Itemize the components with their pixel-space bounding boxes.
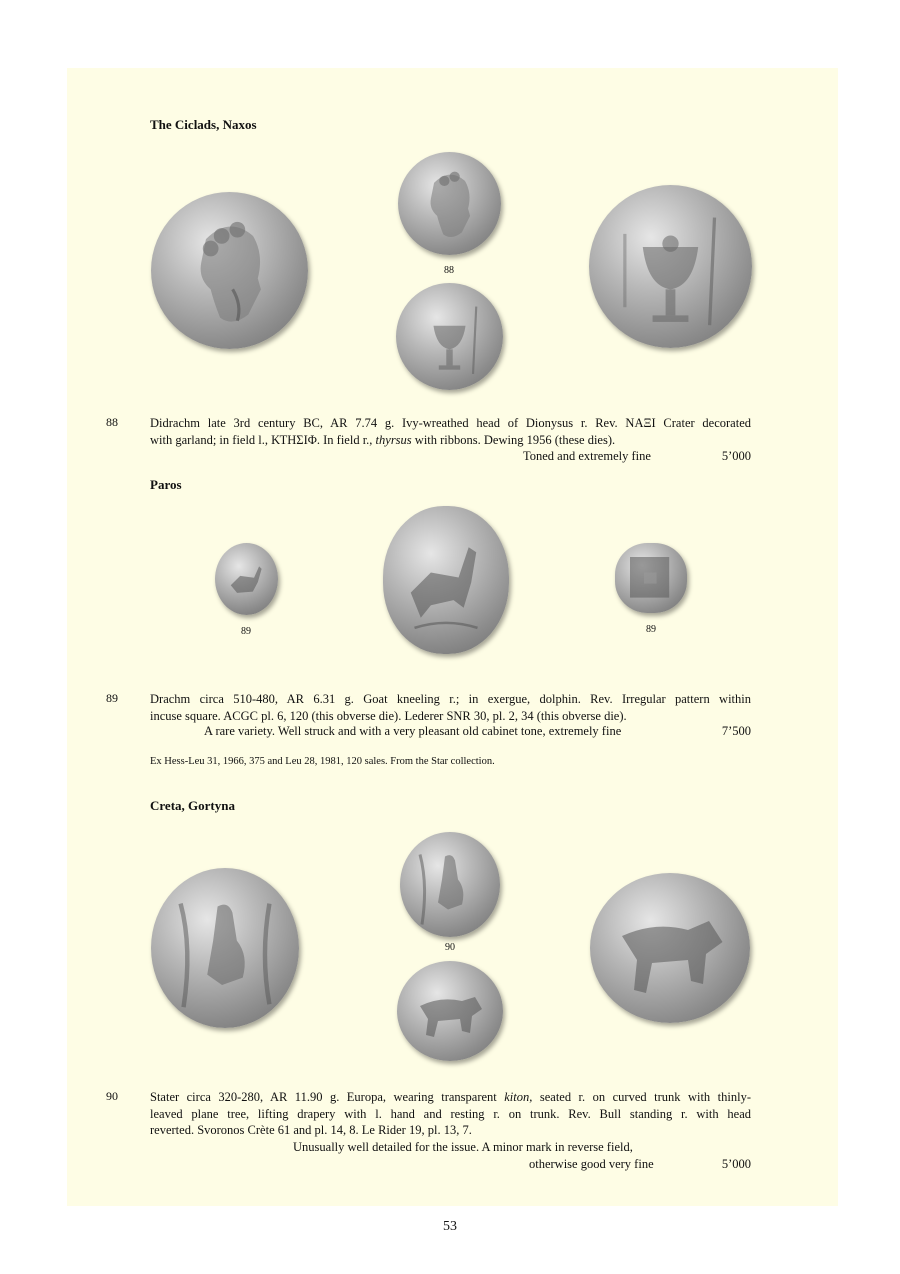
lot-90-grade-line1: Unusually well detailed for the issue. A minor mark in reverse field,: [293, 1140, 633, 1154]
image-label-89-right: 89: [646, 624, 656, 635]
lot-90-desc-line3: reverted. Svoronos Crète 61 and pl. 14, 8. Le Rider 19, pl. 13, 7.: [150, 1123, 472, 1137]
coin-goat-small: [215, 543, 278, 615]
image-label-90: 90: [445, 942, 455, 953]
goat-small-icon: [215, 543, 278, 615]
image-label-88: 88: [444, 265, 454, 276]
goat-icon: [383, 506, 509, 654]
lot-90-description: [150, 1089, 751, 1139]
coin-obverse-dionysus-small: [398, 152, 501, 255]
coin-europa-small: [400, 832, 500, 937]
lot-88-grade: Toned and extremely fine: [523, 449, 651, 463]
lot-88-desc-italic: thyrsus: [375, 432, 412, 447]
dionysus-head-small-icon: [398, 152, 501, 255]
lot-90-desc-text-b: seated r. on curved trunk with thinly-: [532, 1090, 751, 1104]
europa-icon: [151, 868, 299, 1028]
lot-90-desc-text-a: Stater circa 320-280, AR 11.90 g. Europa, wearing transparent: [150, 1090, 505, 1104]
lot-90-desc-italic: kiton,: [504, 1090, 533, 1104]
coin-reverse-crater-small: [396, 283, 503, 390]
lot-88-description: [150, 415, 751, 448]
coin-obverse-dionysus-large: [151, 192, 308, 349]
dionysus-head-icon: [151, 192, 308, 349]
lot-89-price: 7’500: [721, 724, 751, 738]
image-label-89-left: 89: [241, 626, 251, 637]
lot-88-desc-line2: [150, 432, 751, 449]
lot-88-desc-text-a: with garland; in field l., ΚΤΗΣΙΦ. In field r.,: [150, 432, 376, 447]
lot-90-desc-line1: [150, 1089, 751, 1106]
lot-number-88: 88: [106, 415, 118, 429]
lot-88-desc-line1: Didrachm late 3rd century BC, AR 7.74 g. Ivy-wreathed head of Dionysus r. Rev. ΝΑΞΙ Crater decorated: [150, 416, 751, 430]
lot-89-desc-line1: Drachm circa 510-480, AR 6.31 g. Goat kneeling r.; in exergue, dolphin. Rev. Irregular pattern within: [150, 692, 751, 706]
bull-icon: [590, 873, 750, 1023]
lot-90-desc-line2: leaved plane tree, lifting drapery with l. hand and resting r. on trunk. Rev. Bull standing r. with head: [150, 1106, 751, 1121]
coin-incuse-square: [615, 543, 687, 613]
lot-number-90: 90: [106, 1089, 118, 1103]
europa-small-icon: [400, 832, 500, 937]
coin-bull-small: [397, 961, 503, 1061]
page-number: 53: [443, 1219, 457, 1234]
coin-europa-large: [151, 868, 299, 1028]
lot-90-grade-line2: otherwise good very fine: [529, 1157, 654, 1171]
coin-goat-large: [383, 506, 509, 654]
lot-89-provenance: Ex Hess-Leu 31, 1966, 375 and Leu 28, 1981, 120 sales. From the Star collection.: [150, 756, 495, 767]
incuse-square-icon: [615, 543, 687, 613]
crater-icon: [589, 185, 752, 348]
lot-89-description: [150, 691, 751, 724]
section-heading-gortyna: Creta, Gortyna: [150, 798, 235, 813]
bull-small-icon: [397, 961, 503, 1061]
lot-number-89: 89: [106, 691, 118, 705]
lot-88-desc-text-b: with ribbons. Dewing 1956 (these dies).: [411, 432, 616, 447]
lot-88-price: 5’000: [721, 449, 751, 463]
coin-reverse-crater-large: [589, 185, 752, 348]
crater-small-icon: [396, 283, 503, 390]
section-heading-paros: Paros: [150, 477, 182, 492]
section-heading-naxos: The Ciclads, Naxos: [150, 117, 257, 132]
lot-89-desc-line2: incuse square. ACGC pl. 6, 120 (this obverse die). Lederer SNR 30, pl. 2, 34 (this obverse die).: [150, 708, 627, 723]
lot-89-grade: A rare variety. Well struck and with a very pleasant old cabinet tone, extremely fine: [204, 724, 622, 738]
lot-90-price: 5’000: [721, 1157, 751, 1171]
coin-bull-large: [590, 873, 750, 1023]
